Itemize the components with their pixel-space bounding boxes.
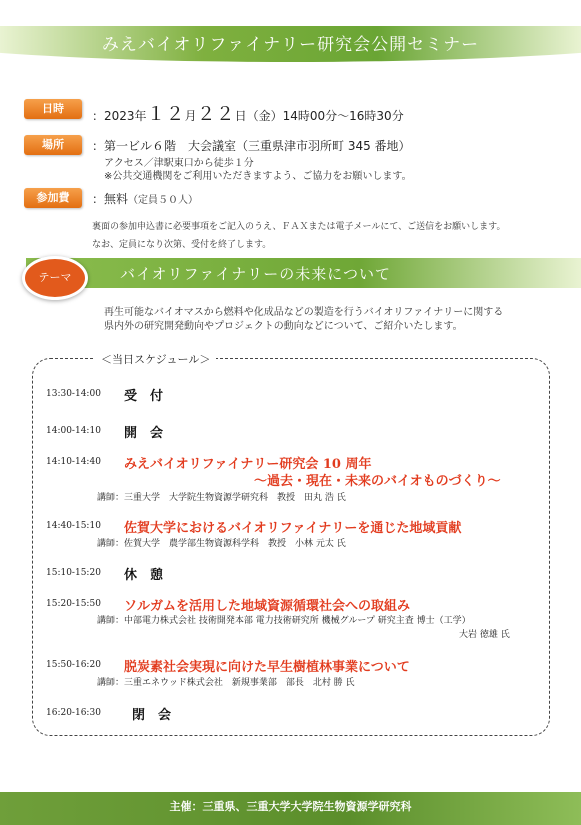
lecturer: 講師：三重エネウッド株式会社 新規事業部 部長 北村 勝 氏 xyxy=(97,678,355,688)
date-text xyxy=(92,99,404,126)
schedule-heading: ＜当日スケジュール＞ xyxy=(95,351,216,367)
date-year: ：2023年 xyxy=(92,109,147,123)
schedule-title: 佐賀大学におけるバイオリファイナリーを通じた地域貢献 xyxy=(124,521,462,536)
date-day-unit: 日 xyxy=(234,109,247,123)
theme-description-1: 再生可能なバイオマスから燃料や化成品などの製造を行うバイオリファイナリーに関する xyxy=(104,307,504,318)
schedule-time: 15:20-15:50 xyxy=(46,599,101,609)
lecturer: 講師：中部電力株式会社 技術開発本部 電力技術研究所 機械グループ 研究主査 博士（工学） xyxy=(97,616,471,626)
fee-label: 参加費 xyxy=(24,188,82,208)
schedule-title: 閉 会 xyxy=(132,708,172,723)
place-main: ：第一ビル６階 大会議室（三重県津市羽所町 345 番地） xyxy=(92,139,411,153)
schedule-title: ソルガムを活用した地域資源循環社会への取組み xyxy=(124,599,411,614)
schedule-title: みえバイオリファイナリー研究会 10 周年 xyxy=(124,457,372,472)
schedule-subtitle: ～過去・現在・未来のバイオものづくり～ xyxy=(254,474,501,489)
date-month-unit: 月 xyxy=(184,109,197,123)
date-label: 日時 xyxy=(24,99,82,119)
schedule-time: 14:10-14:40 xyxy=(46,457,101,467)
place-note: ※公共交通機関をご利用いただきますよう、ご協力をお願いします。 xyxy=(104,171,412,182)
fee-text xyxy=(92,190,198,207)
schedule-title: 脱炭素社会実現に向けた早生樹植林事業について xyxy=(124,660,410,675)
date-month: １２ xyxy=(146,103,185,125)
lecturer-name: 大岩 徳雄 氏 xyxy=(459,630,510,640)
schedule-title: 開 会 xyxy=(124,426,164,441)
theme-description-2: 県内外の研究開発動向やプロジェクトの動向などについて、ご紹介いたします。 xyxy=(104,321,463,332)
theme-badge: テーマ xyxy=(22,256,88,300)
schedule-title: 受 付 xyxy=(124,389,164,404)
capacity-note: なお、定員になり次第、受付を終了します。 xyxy=(92,240,272,250)
place-access: アクセス／津駅東口から徒歩１分 xyxy=(104,158,254,169)
lecturer: 講師：三重大学 大学院生物資源学研究科 教授 田丸 浩 氏 xyxy=(97,493,346,503)
organizer: 主催：三重県、三重大学大学院生物資源学研究科 xyxy=(169,800,412,813)
schedule-time: 14:00-14:10 xyxy=(46,426,101,436)
application-note: 裏面の参加申込書に必要事項をご記入のうえ、ＦＡＸまたは電子メールにて、ご送信をお願いします。 xyxy=(92,222,506,232)
schedule-time: 14:40-15:10 xyxy=(46,521,101,531)
date-time-range: （金）14時00分～16時30分 xyxy=(246,109,404,123)
fee-capacity: （定員５０人） xyxy=(128,195,199,206)
date-day: ２２ xyxy=(196,103,235,125)
fee-main: ：無料 xyxy=(92,192,129,206)
schedule-time: 15:10-15:20 xyxy=(46,568,101,578)
lecturer: 講師：佐賀大学 農学部生物資源科学科 教授 小林 元太 氏 xyxy=(97,539,346,549)
schedule-time: 13:30-14:00 xyxy=(46,389,101,399)
theme-title: バイオリファイナリーの未来について xyxy=(120,265,391,283)
schedule-title: 休 憩 xyxy=(124,568,164,583)
page-title: みえバイオリファイナリー研究会公開セミナー xyxy=(101,35,480,55)
place-label: 場所 xyxy=(24,135,82,155)
schedule-time: 15:50-16:20 xyxy=(46,660,101,670)
schedule-time: 16:20-16:30 xyxy=(46,708,101,718)
